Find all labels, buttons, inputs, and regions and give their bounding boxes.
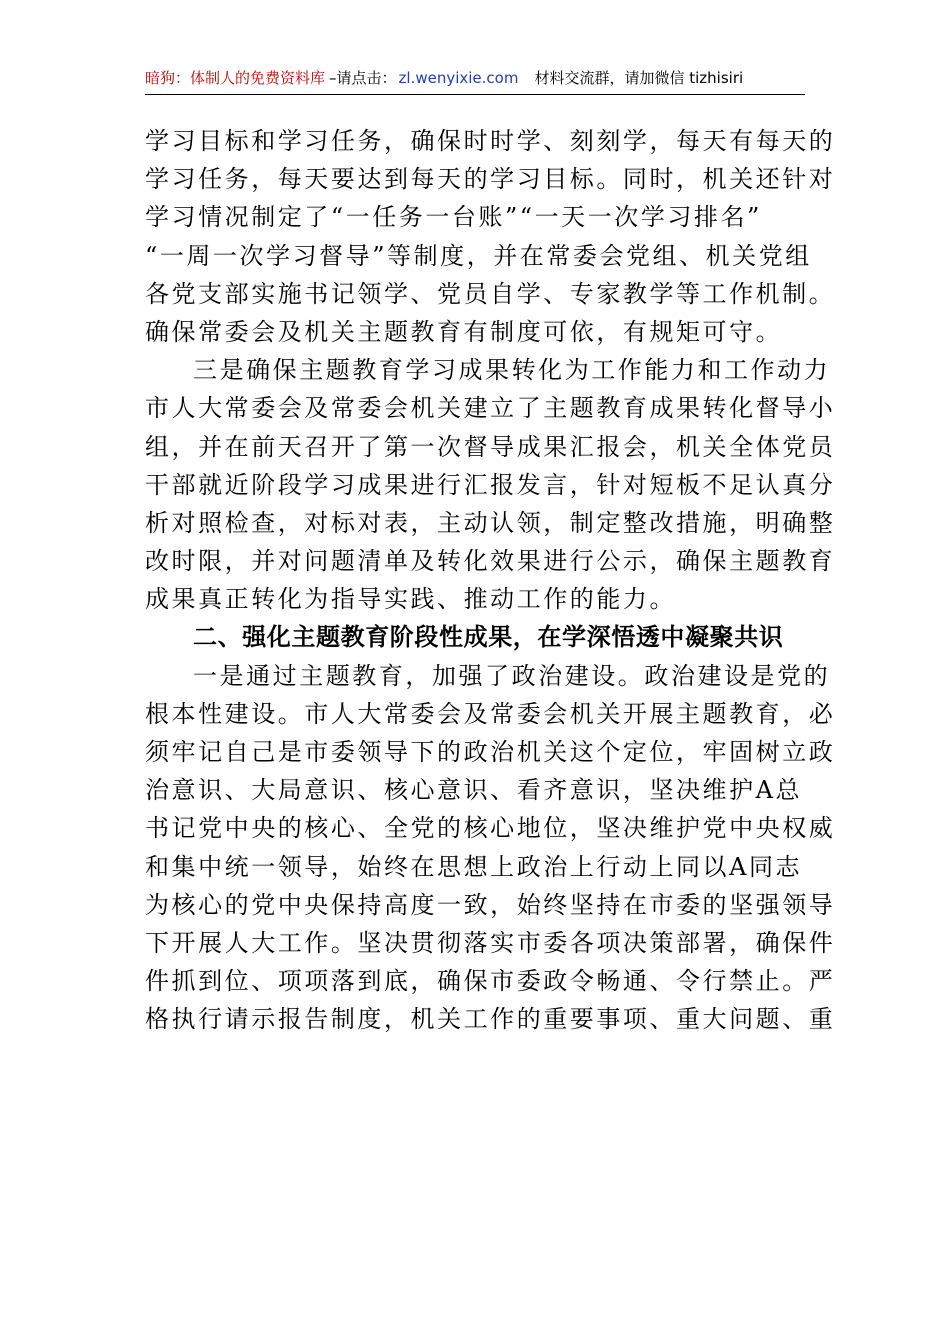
page-header — [145, 68, 805, 95]
body-line: 析对照检查，对标对表，主动认领，制定整改措施，明确整 — [145, 508, 836, 537]
body-line: 干部就近阶段学习成果进行汇报发言，针对短板不足认真分 — [145, 470, 836, 499]
body-line: 市人大常委会及常委会机关建立了主题教育成果转化督导小 — [145, 394, 836, 423]
paragraph-start-line: 一是通过主题教育，加强了政治建设。政治建设是党的 — [193, 661, 831, 690]
body-line: 下开展人大工作。坚决贯彻落实市委各项决策部署，确保件 — [145, 928, 836, 957]
body-line: 格执行请示报告制度，机关工作的重要事项、重大问题、重 — [145, 1005, 836, 1034]
header-site-label: 暗狗：体制人的免费资料库 — [145, 69, 326, 87]
body-line: 须牢记自己是市委领导下的政治机关这个定位，牢固树立政 — [145, 738, 836, 766]
body-line: 件抓到位、项项落到底，确保市委政令畅通、令行禁止。严 — [145, 967, 836, 996]
body-line: 为核心的党中央保持高度一致，始终坚持在市委的坚强领导 — [145, 890, 836, 919]
body-line: 确保常委会及机关主题教育有制度可依，有规矩可守。 — [145, 317, 783, 346]
body-line: 学习目标和学习任务，确保时时学、刻刻学，每天有每天的 — [145, 127, 836, 155]
body-line: 根本性建设。市人大常委会及常委会机关开展主题教育，必 — [145, 699, 836, 728]
body-line: 学习情况制定了“一任务一台账”“一天一次学习排名” — [145, 203, 762, 232]
paragraph-start-line: 三是确保主题教育学习成果转化为工作能力和工作动力 — [193, 356, 831, 385]
body-line: 组，并在前天召开了第一次督导成果汇报会，机关全体党员 — [145, 432, 836, 461]
header-url-link[interactable]: zl.wenyixie.com — [398, 69, 519, 87]
body-line: 和集中统一领导，始终在思想上政治上行动上同以A同志 — [145, 852, 803, 881]
header-click-label: –请点击： — [329, 69, 397, 87]
section-heading: 二、强化主题教育阶段性成果，在学深悟透中凝聚共识 — [193, 622, 784, 652]
body-line: 治意识、大局意识、核心意识、看齐意识，坚决维护A总 — [145, 776, 803, 805]
document-body — [145, 122, 836, 1039]
body-line: 成果真正转化为指导实践、推动工作的能力。 — [145, 585, 676, 614]
body-line: “一周一次学习督导”等制度，并在常委会党组、机关党组 — [145, 241, 812, 270]
body-line: 书记党中央的核心、全党的核心地位，坚决维护党中央权威 — [145, 814, 836, 843]
body-line: 改时限，并对问题清单及转化效果进行公示，确保主题教育 — [145, 547, 836, 576]
header-group-label: 材料交流群，请加微信 tizhisiri — [534, 69, 744, 87]
body-line: 学习任务，每天要达到每天的学习目标。同时，机关还针对 — [145, 165, 836, 194]
body-line: 各党支部实施书记领学、党员自学、专家教学等工作机制。 — [145, 279, 836, 308]
